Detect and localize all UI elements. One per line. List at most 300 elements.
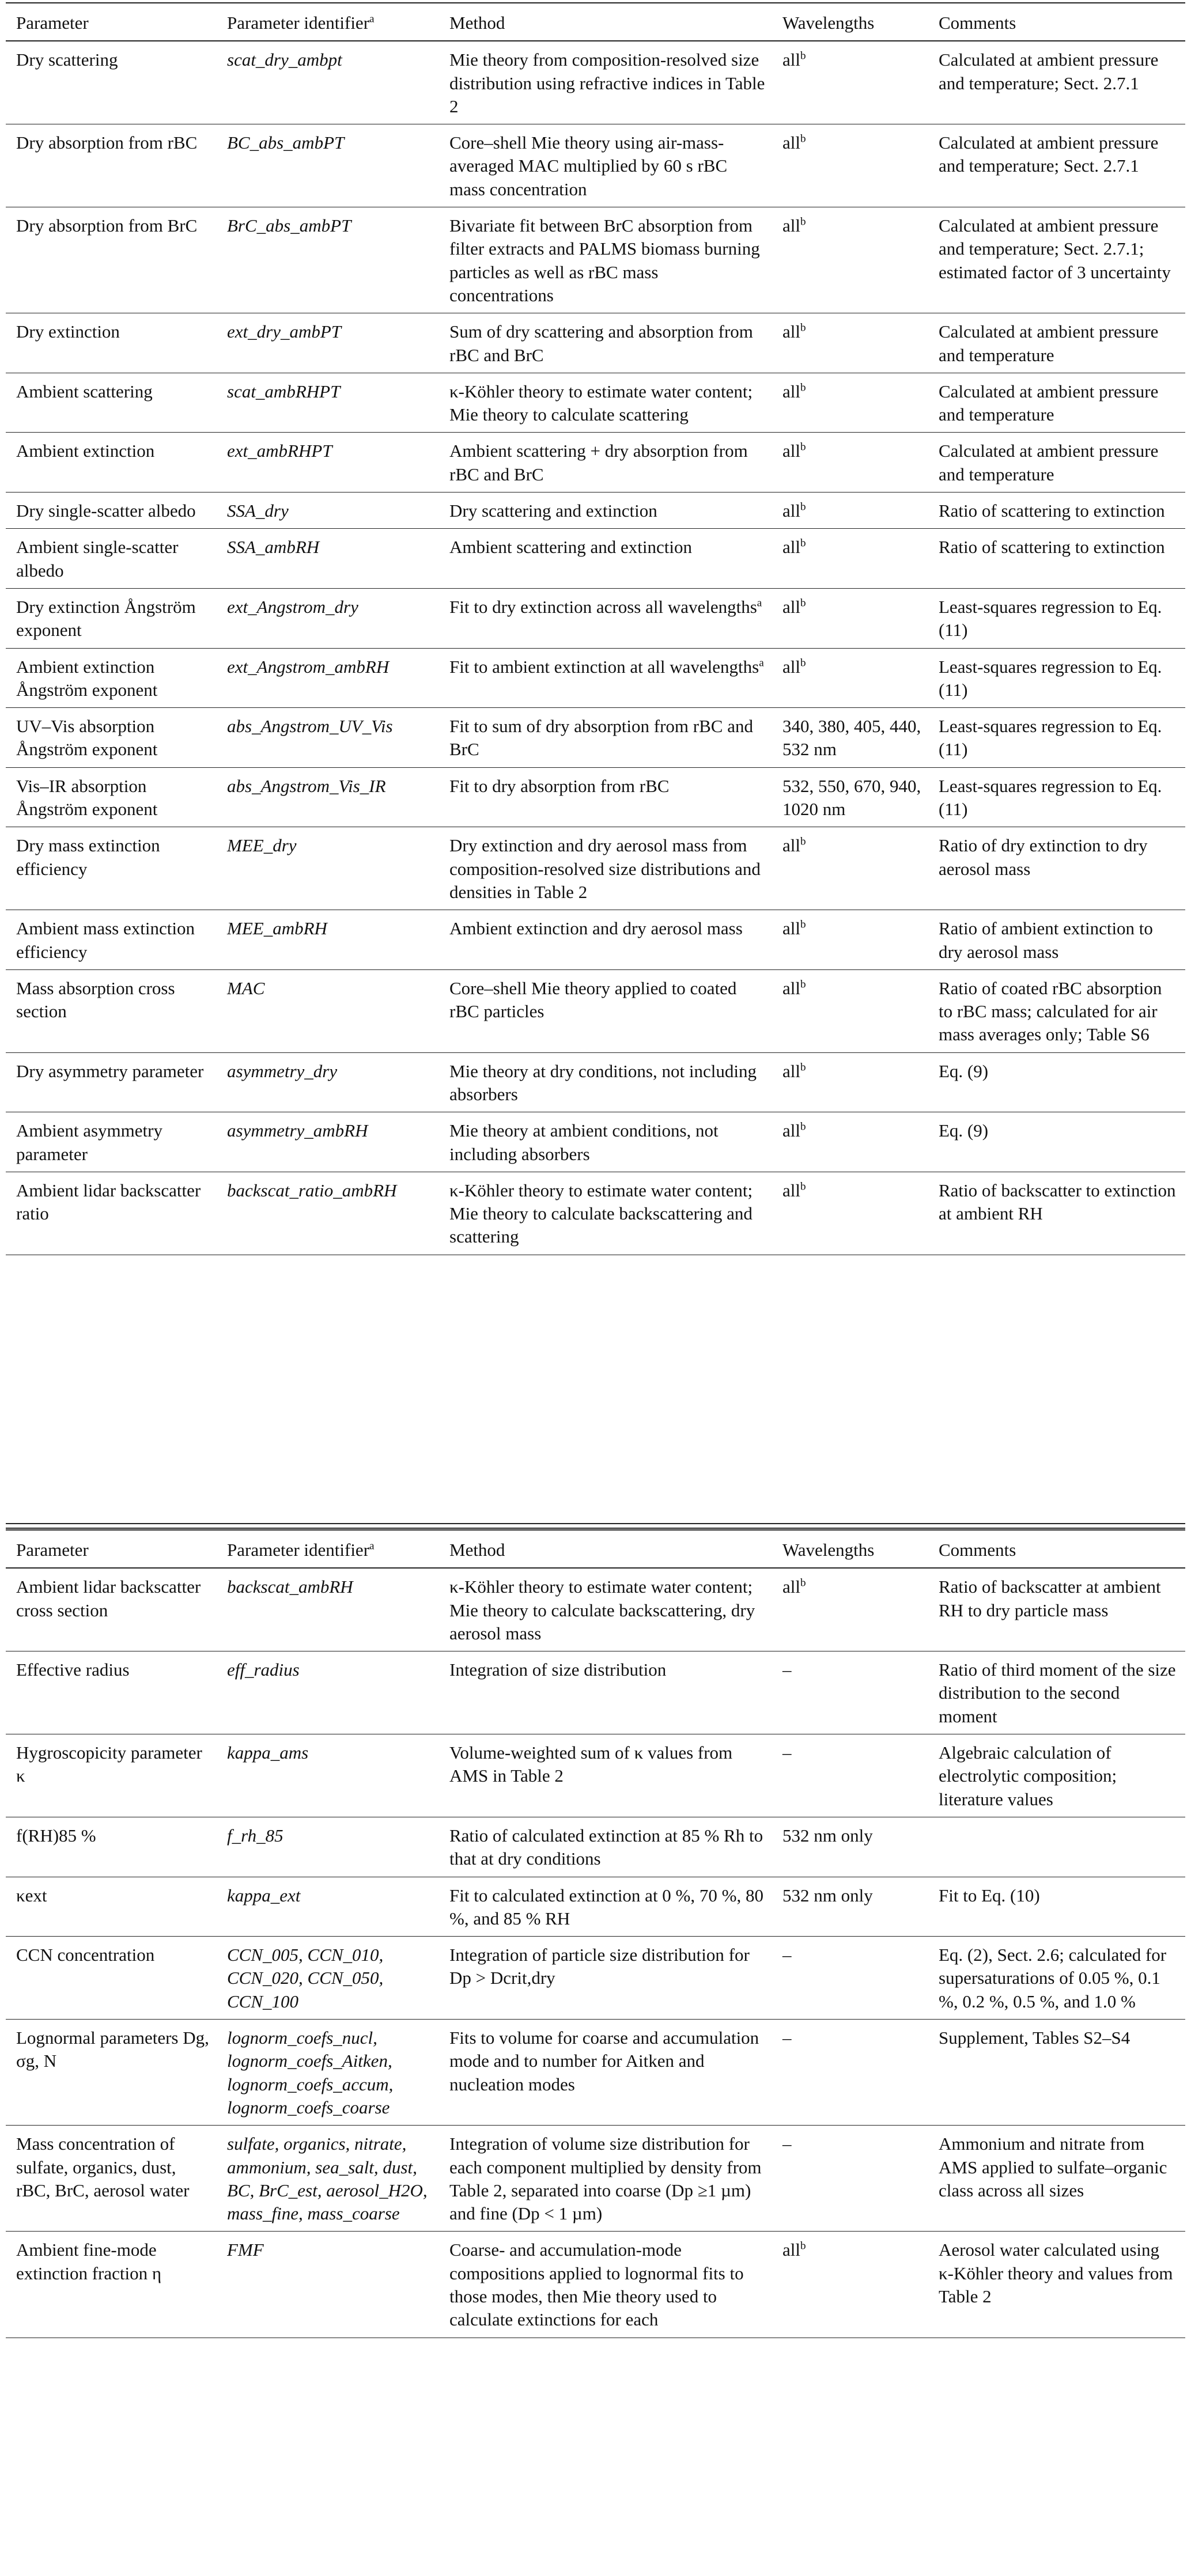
cell-method: [439, 827, 772, 910]
header-parameter-identifier: [217, 3, 439, 41]
cell-parameter-identifier-text: scat_ambRHPT: [227, 381, 341, 401]
cell-parameter-identifier-text: asymmetry_dry: [227, 1060, 338, 1081]
cell-parameter-identifier-text: ext_Angstrom_ambRH: [227, 656, 390, 677]
cell-method-text: Coarse- and accumulation-mode compositions applied to lognormal fits to those modes, then Mie theory used to calculate extinctions for each: [449, 2240, 744, 2330]
header-parameter-identifier-label: Parameter identifier: [227, 13, 370, 33]
cell-wavelengths: [772, 1568, 928, 1651]
cell-wavelengths: [772, 2126, 928, 2232]
cell-parameter-text: Vis–IR absorption Ångström exponent: [16, 775, 158, 820]
header-parameter: Parameter: [6, 1530, 217, 1568]
cell-parameter-identifier: [217, 1651, 439, 1734]
cell-method-text: Core–shell Mie theory applied to coated rBC particles: [449, 978, 737, 1022]
cell-wavelengths: [772, 529, 928, 589]
cell-comments: [928, 207, 1185, 313]
cell-comments-text: Ratio of scattering to extinction: [939, 537, 1165, 558]
footnote-marker: a: [757, 597, 762, 609]
footnote-marker: a: [369, 13, 375, 25]
header-parameter-identifier-label: Parameter identifier: [227, 1540, 370, 1560]
cell-comments-text: Ratio of ambient extinction to dry aerosol mass: [939, 918, 1153, 962]
cell-comments-text: Ratio of scattering to extinction: [939, 501, 1165, 521]
cell-parameter-identifier: [217, 433, 439, 493]
cell-wavelengths-text: all: [782, 596, 800, 617]
cell-parameter: [6, 1052, 217, 1112]
cell-comments-text: Calculated at ambient pressure and temperature: [939, 441, 1159, 484]
cell-method-text: Dry scattering and extinction: [449, 501, 657, 521]
cell-parameter-identifier-text: ext_Angstrom_dry: [227, 596, 358, 617]
cell-parameter-identifier: [217, 1817, 439, 1877]
cell-parameter-text: Mass concentration of sulfate, organics, dust, rBC, BrC, aerosol water: [16, 2134, 190, 2200]
table-row: [6, 1937, 1185, 2020]
cell-parameter-text: Ambient fine-mode extinction fraction η: [16, 2240, 162, 2283]
cell-parameter-identifier-text: BrC_abs_ambPT: [227, 215, 351, 236]
cell-wavelengths-text: all: [782, 835, 800, 856]
cell-wavelengths: [772, 207, 928, 313]
cell-wavelengths: [772, 1877, 928, 1937]
footnote-marker: b: [800, 537, 806, 550]
cell-parameter-text: Hygroscopicity parameter κ: [16, 1742, 202, 1786]
cell-method: [439, 1734, 772, 1817]
cell-parameter-text: Dry extinction: [16, 321, 120, 342]
cell-parameter-identifier: [217, 2020, 439, 2126]
table-row: [6, 373, 1185, 433]
cell-wavelengths: [772, 910, 928, 970]
footnote-marker: b: [800, 1061, 806, 1074]
cell-comments-text: Fit to Eq. (10): [939, 1885, 1040, 1906]
cell-comments-text: Supplement, Tables S2–S4: [939, 2028, 1130, 2048]
cell-wavelengths-text: –: [782, 1660, 792, 1680]
cell-parameter-text: Dry scattering: [16, 50, 118, 70]
cell-parameter-text: Ambient asymmetry parameter: [16, 1120, 162, 1164]
cell-parameter-text: CCN concentration: [16, 1945, 155, 1965]
cell-parameter-identifier: [217, 2232, 439, 2338]
cell-comments-text: Ammonium and nitrate from AMS applied to sulfate–organic class across all sizes: [939, 2134, 1167, 2200]
cell-parameter-identifier: [217, 910, 439, 970]
cell-parameter: [6, 910, 217, 970]
cell-method: [439, 493, 772, 529]
table-row: [6, 648, 1185, 708]
footnote-marker: b: [800, 1577, 806, 1589]
cell-parameter-identifier-text: ext_dry_ambPT: [227, 321, 342, 342]
cell-parameter-identifier-text: backscat_ambRH: [227, 1577, 353, 1597]
header-parameter: Parameter: [6, 3, 217, 41]
footnote-marker: b: [800, 1120, 806, 1133]
cell-parameter: [6, 1937, 217, 2020]
cell-parameter-text: Mass absorption cross section: [16, 978, 175, 1022]
cell-parameter: [6, 1651, 217, 1734]
cell-comments: [928, 588, 1185, 648]
cell-parameter-text: Ambient mass extinction efficiency: [16, 918, 195, 962]
table-row: [6, 588, 1185, 648]
cell-comments-text: Calculated at ambient pressure and temperature; Sect. 2.7.1; estimated factor of 3 uncertainty: [939, 215, 1171, 282]
cell-comments: [928, 41, 1185, 124]
cell-method-text: Ambient scattering and extinction: [449, 537, 692, 558]
cell-comments: [928, 433, 1185, 493]
cell-comments-text: Calculated at ambient pressure and temperature; Sect. 2.7.1: [939, 132, 1159, 176]
cell-parameter-identifier: [217, 1937, 439, 2020]
cell-wavelengths-text: –: [782, 1945, 792, 1965]
cell-method-text: Fit to sum of dry absorption from rBC and BrC: [449, 716, 753, 760]
table-row: [6, 1052, 1185, 1112]
cell-method: [439, 2126, 772, 2232]
cell-parameter-identifier: [217, 1877, 439, 1937]
cell-parameter: [6, 708, 217, 768]
footnote-marker: b: [800, 501, 806, 513]
cell-wavelengths: [772, 1734, 928, 1817]
cell-wavelengths-text: all: [782, 1120, 800, 1141]
cell-wavelengths-text: all: [782, 441, 800, 461]
footnote-marker: b: [800, 50, 806, 62]
cell-wavelengths-text: all: [782, 918, 800, 939]
footnote-marker: b: [800, 835, 806, 848]
cell-wavelengths: [772, 2020, 928, 2126]
cell-parameter-text: Ambient lidar backscatter cross section: [16, 1577, 201, 1620]
cell-wavelengths-text: all: [782, 1577, 800, 1597]
cell-parameter-identifier-text: BC_abs_ambPT: [227, 132, 345, 153]
footnote-marker: b: [800, 321, 806, 334]
cell-parameter-identifier-text: CCN_005, CCN_010, CCN_020, CCN_050, CCN_100: [227, 1945, 384, 2011]
cell-wavelengths: [772, 124, 928, 207]
cell-comments: [928, 648, 1185, 708]
cell-parameter-text: Dry extinction Ångström exponent: [16, 596, 196, 641]
cell-wavelengths: [772, 1937, 928, 2020]
cell-method-text: Integration of particle size distribution for Dp > Dcrit,dry: [449, 1945, 750, 1988]
table-row: [6, 313, 1185, 373]
table-row: [6, 1734, 1185, 1817]
cell-parameter: [6, 1112, 217, 1172]
cell-method: [439, 588, 772, 648]
cell-method: [439, 313, 772, 373]
cell-parameter-identifier: [217, 1172, 439, 1255]
table-row: [6, 708, 1185, 768]
cell-wavelengths: [772, 648, 928, 708]
cell-method: [439, 1937, 772, 2020]
cell-comments-text: Least-squares regression to Eq. (11): [939, 656, 1162, 700]
footnote-marker: b: [800, 441, 806, 454]
cell-method-text: Fit to calculated extinction at 0 %, 70 %, 80 %, and 85 % RH: [449, 1885, 763, 1929]
table-row: [6, 1568, 1185, 1651]
table-row: [6, 969, 1185, 1052]
cell-method-text: Core–shell Mie theory using air-mass-averaged MAC multiplied by 60 s rBC mass concentration: [449, 132, 728, 199]
cell-parameter-identifier: [217, 207, 439, 313]
cell-comments: [928, 2126, 1185, 2232]
table-row: [6, 207, 1185, 313]
header-comments: Comments: [928, 1530, 1185, 1568]
cell-comments-text: Ratio of dry extinction to dry aerosol mass: [939, 835, 1148, 879]
cell-wavelengths: [772, 2232, 928, 2338]
cell-method-text: Fits to volume for coarse and accumulation mode and to number for Aitken and nucleation modes: [449, 2028, 759, 2094]
cell-comments-text: Ratio of coated rBC absorption to rBC mass; calculated for air mass averages only; Table S6: [939, 978, 1162, 1045]
cell-parameter-identifier: [217, 648, 439, 708]
table-body-part-2: [6, 1568, 1185, 2338]
table-row: [6, 529, 1185, 589]
cell-parameter-text: Ambient extinction: [16, 441, 155, 461]
cell-comments: [928, 1734, 1185, 1817]
cell-method: [439, 767, 772, 827]
cell-method: [439, 1817, 772, 1877]
cell-comments: [928, 1052, 1185, 1112]
cell-parameter-text: Ambient scattering: [16, 381, 153, 401]
cell-method-text: κ-Köhler theory to estimate water content; Mie theory to calculate backscattering and scattering: [449, 1180, 753, 1247]
footnote-marker: b: [800, 1180, 806, 1193]
cell-parameter: [6, 373, 217, 433]
footnote-marker: b: [800, 918, 806, 931]
cell-parameter-text: Ambient lidar backscatter ratio: [16, 1180, 201, 1224]
cell-parameter: [6, 124, 217, 207]
cell-parameter: [6, 2232, 217, 2338]
cell-comments-text: Algebraic calculation of electrolytic composition; literature values: [939, 1742, 1117, 1809]
cell-comments: [928, 373, 1185, 433]
table-row: [6, 1651, 1185, 1734]
footnote-marker: b: [800, 597, 806, 609]
cell-comments-text: Eq. (9): [939, 1120, 989, 1141]
cell-method: [439, 2232, 772, 2338]
cell-parameter: [6, 969, 217, 1052]
cell-parameter-identifier-text: abs_Angstrom_Vis_IR: [227, 775, 386, 796]
cell-wavelengths: [772, 1172, 928, 1255]
cell-comments: [928, 1651, 1185, 1734]
cell-wavelengths: [772, 827, 928, 910]
cell-parameter-identifier: [217, 767, 439, 827]
cell-parameter-identifier: [217, 1734, 439, 1817]
cell-wavelengths-text: all: [782, 1180, 800, 1200]
table-row: [6, 493, 1185, 529]
footnote-marker: b: [800, 657, 806, 669]
cell-wavelengths: [772, 1817, 928, 1877]
cell-wavelengths-text: 532, 550, 670, 940, 1020 nm: [782, 775, 921, 820]
cell-comments: [928, 910, 1185, 970]
cell-wavelengths: [772, 493, 928, 529]
cell-comments-text: Ratio of third moment of the size distribution to the second moment: [939, 1660, 1176, 1726]
cell-wavelengths-text: all: [782, 50, 800, 70]
cell-parameter: [6, 1734, 217, 1817]
header-method: Method: [439, 3, 772, 41]
cell-comments-text: Least-squares regression to Eq. (11): [939, 775, 1162, 820]
cell-method-text: Fit to dry absorption from rBC: [449, 775, 670, 796]
cell-parameter: [6, 313, 217, 373]
cell-parameter-identifier: [217, 588, 439, 648]
cell-parameter-text: Effective radius: [16, 1660, 130, 1680]
cell-parameter-identifier-text: kappa_ext: [227, 1885, 301, 1906]
cell-parameter: [6, 529, 217, 589]
cell-method: [439, 708, 772, 768]
cell-comments-text: Aerosol water calculated using κ-Köhler theory and values from Table 2: [939, 2240, 1173, 2307]
cell-parameter-identifier-text: MEE_dry: [227, 835, 297, 856]
cell-parameter: [6, 41, 217, 124]
cell-parameter: [6, 207, 217, 313]
cell-method-text: Ratio of calculated extinction at 85 % Rh to that at dry conditions: [449, 1825, 763, 1869]
cell-parameter-identifier: [217, 529, 439, 589]
cell-parameter-identifier: [217, 1568, 439, 1651]
cell-parameter-identifier-text: eff_radius: [227, 1660, 300, 1680]
cell-method: [439, 433, 772, 493]
footnote-marker: b: [800, 381, 806, 394]
footnote-marker: b: [800, 132, 806, 145]
table-header-row: [6, 1530, 1185, 1568]
table-row: [6, 433, 1185, 493]
footnote-marker: a: [759, 657, 764, 669]
cell-parameter-identifier-text: FMF: [227, 2240, 264, 2260]
cell-parameter-identifier: [217, 124, 439, 207]
header-wavelengths: Wavelengths: [772, 1530, 928, 1568]
cell-wavelengths-text: –: [782, 2134, 792, 2154]
cell-parameter: [6, 1817, 217, 1877]
cell-wavelengths: [772, 767, 928, 827]
cell-wavelengths-text: all: [782, 381, 800, 401]
cell-parameter-text: κext: [16, 1885, 47, 1906]
cell-parameter-identifier: [217, 827, 439, 910]
cell-parameter-identifier-text: MAC: [227, 978, 265, 998]
cell-parameter-identifier-text: SSA_dry: [227, 501, 289, 521]
table-row: [6, 2232, 1185, 2338]
cell-method-text: Fit to dry extinction across all wavelengths: [449, 596, 757, 617]
cell-method: [439, 124, 772, 207]
cell-parameter: [6, 648, 217, 708]
cell-parameter-identifier-text: abs_Angstrom_UV_Vis: [227, 716, 393, 737]
table-row: [6, 910, 1185, 970]
cell-parameter-text: Lognormal parameters Dg, σg, N: [16, 2028, 209, 2071]
cell-method-text: Sum of dry scattering and absorption from rBC and BrC: [449, 321, 753, 365]
cell-comments: [928, 1937, 1185, 2020]
cell-method: [439, 1172, 772, 1255]
cell-comments: [928, 1172, 1185, 1255]
cell-parameter: [6, 433, 217, 493]
cell-wavelengths-text: all: [782, 537, 800, 558]
cell-parameter-identifier: [217, 313, 439, 373]
table-row: [6, 1817, 1185, 1877]
cell-parameter-identifier: [217, 41, 439, 124]
cell-parameter-identifier-text: kappa_ams: [227, 1742, 309, 1763]
cell-method-text: Mie theory at ambient conditions, not including absorbers: [449, 1120, 719, 1164]
cell-method: [439, 648, 772, 708]
cell-method: [439, 910, 772, 970]
cell-comments: [928, 493, 1185, 529]
cell-comments: [928, 2232, 1185, 2338]
cell-comments: [928, 529, 1185, 589]
cell-method: [439, 373, 772, 433]
cell-method: [439, 1651, 772, 1734]
cell-comments: [928, 1112, 1185, 1172]
cell-method-text: Fit to ambient extinction at all wavelengths: [449, 656, 759, 677]
cell-method-text: Integration of size distribution: [449, 1660, 667, 1680]
cell-parameter: [6, 2126, 217, 2232]
cell-method-text: κ-Köhler theory to estimate water content; Mie theory to calculate backscattering, dry aerosol mass: [449, 1577, 755, 1643]
cell-method: [439, 969, 772, 1052]
cell-wavelengths-text: all: [782, 132, 800, 153]
table-row: [6, 2020, 1185, 2126]
cell-parameter-identifier: [217, 969, 439, 1052]
table-row: [6, 1172, 1185, 1255]
cell-wavelengths: [772, 433, 928, 493]
cell-wavelengths-text: 532 nm only: [782, 1885, 873, 1906]
cell-method-text: Ambient extinction and dry aerosol mass: [449, 918, 743, 939]
cell-parameter-identifier: [217, 1052, 439, 1112]
cell-wavelengths: [772, 588, 928, 648]
cell-parameter-text: Dry absorption from BrC: [16, 215, 198, 236]
cell-parameter-identifier-text: sulfate, organics, nitrate, ammonium, sea_salt, dust, BC, BrC_est, aerosol_H2O, mass_fine, mass_coarse: [227, 2134, 428, 2224]
cell-wavelengths-text: 340, 380, 405, 440, 532 nm: [782, 716, 921, 760]
header-parameter-identifier: [217, 1530, 439, 1568]
cell-method: [439, 1052, 772, 1112]
cell-wavelengths: [772, 313, 928, 373]
cell-comments-text: Least-squares regression to Eq. (11): [939, 596, 1162, 641]
cell-wavelengths-text: all: [782, 978, 800, 998]
cell-comments: [928, 767, 1185, 827]
cell-wavelengths-text: 532 nm only: [782, 1825, 873, 1846]
cell-parameter-text: Dry single-scatter albedo: [16, 501, 196, 521]
cell-comments-text: Calculated at ambient pressure and temperature; Sect. 2.7.1: [939, 50, 1159, 93]
cell-wavelengths-text: –: [782, 1742, 792, 1763]
cell-parameter-text: UV–Vis absorption Ångström exponent: [16, 716, 158, 760]
cell-wavelengths-text: –: [782, 2028, 792, 2048]
cell-comments-text: Calculated at ambient pressure and temperature: [939, 381, 1159, 425]
cell-parameter-identifier: [217, 493, 439, 529]
table-row: [6, 124, 1185, 207]
cell-wavelengths: [772, 969, 928, 1052]
table-header-row: [6, 3, 1185, 41]
table-continuation-rule: [6, 1523, 1185, 1529]
cell-parameter-text: Ambient extinction Ångström exponent: [16, 656, 158, 700]
cell-parameter-identifier: [217, 1112, 439, 1172]
header-comments: Comments: [928, 3, 1185, 41]
table-body-part-1: [6, 41, 1185, 1255]
cell-wavelengths: [772, 41, 928, 124]
cell-wavelengths: [772, 1112, 928, 1172]
cell-parameter-identifier: [217, 2126, 439, 2232]
cell-wavelengths-text: all: [782, 1060, 800, 1081]
table-row: [6, 41, 1185, 124]
table-row: [6, 827, 1185, 910]
cell-comments: [928, 1817, 1185, 1877]
cell-method: [439, 1112, 772, 1172]
header-wavelengths: Wavelengths: [772, 3, 928, 41]
cell-parameter-identifier-text: SSA_ambRH: [227, 537, 320, 558]
cell-comments-text: Eq. (2), Sect. 2.6; calculated for supersaturations of 0.05 %, 0.1 %, 0.2 %, 0.5 %, and 1.0 %: [939, 1945, 1167, 2011]
table-row: [6, 2126, 1185, 2232]
cell-parameter: [6, 588, 217, 648]
cell-method-text: Volume-weighted sum of κ values from AMS in Table 2: [449, 1742, 733, 1786]
cell-comments-text: Ratio of backscatter at ambient RH to dry particle mass: [939, 1577, 1161, 1620]
cell-parameter: [6, 767, 217, 827]
cell-wavelengths-text: all: [782, 321, 800, 342]
cell-method-text: Bivariate fit between BrC absorption from filter extracts and PALMS biomass burning particles as well as rBC mass concentrations: [449, 215, 760, 305]
footnote-marker: b: [800, 2240, 806, 2253]
cell-comments-text: Least-squares regression to Eq. (11): [939, 716, 1162, 760]
cell-method-text: Ambient scattering + dry absorption from rBC and BrC: [449, 441, 748, 484]
cell-method: [439, 207, 772, 313]
cell-parameter-identifier-text: lognorm_coefs_nucl, lognorm_coefs_Aitken, lognorm_coefs_accum, lognorm_coefs_coarse: [227, 2028, 394, 2117]
cell-method: [439, 1877, 772, 1937]
cell-method: [439, 1568, 772, 1651]
cell-method-text: Mie theory at dry conditions, not including absorbers: [449, 1060, 757, 1104]
cell-parameter-identifier-text: MEE_ambRH: [227, 918, 327, 939]
header-method: Method: [439, 1530, 772, 1568]
cell-parameter: [6, 2020, 217, 2126]
table-row: [6, 767, 1185, 827]
cell-comments: [928, 827, 1185, 910]
cell-wavelengths-text: all: [782, 215, 800, 236]
cell-wavelengths-text: all: [782, 2240, 800, 2260]
cell-parameter-text: Dry asymmetry parameter: [16, 1060, 204, 1081]
cell-comments-text: Eq. (9): [939, 1060, 989, 1081]
footnote-marker: a: [369, 1540, 375, 1552]
cell-parameter-identifier-text: asymmetry_ambRH: [227, 1120, 368, 1141]
cell-wavelengths: [772, 1651, 928, 1734]
cell-parameter-text: Ambient single-scatter albedo: [16, 537, 179, 581]
cell-comments: [928, 313, 1185, 373]
cell-method: [439, 41, 772, 124]
cell-method: [439, 2020, 772, 2126]
table-row: [6, 1112, 1185, 1172]
